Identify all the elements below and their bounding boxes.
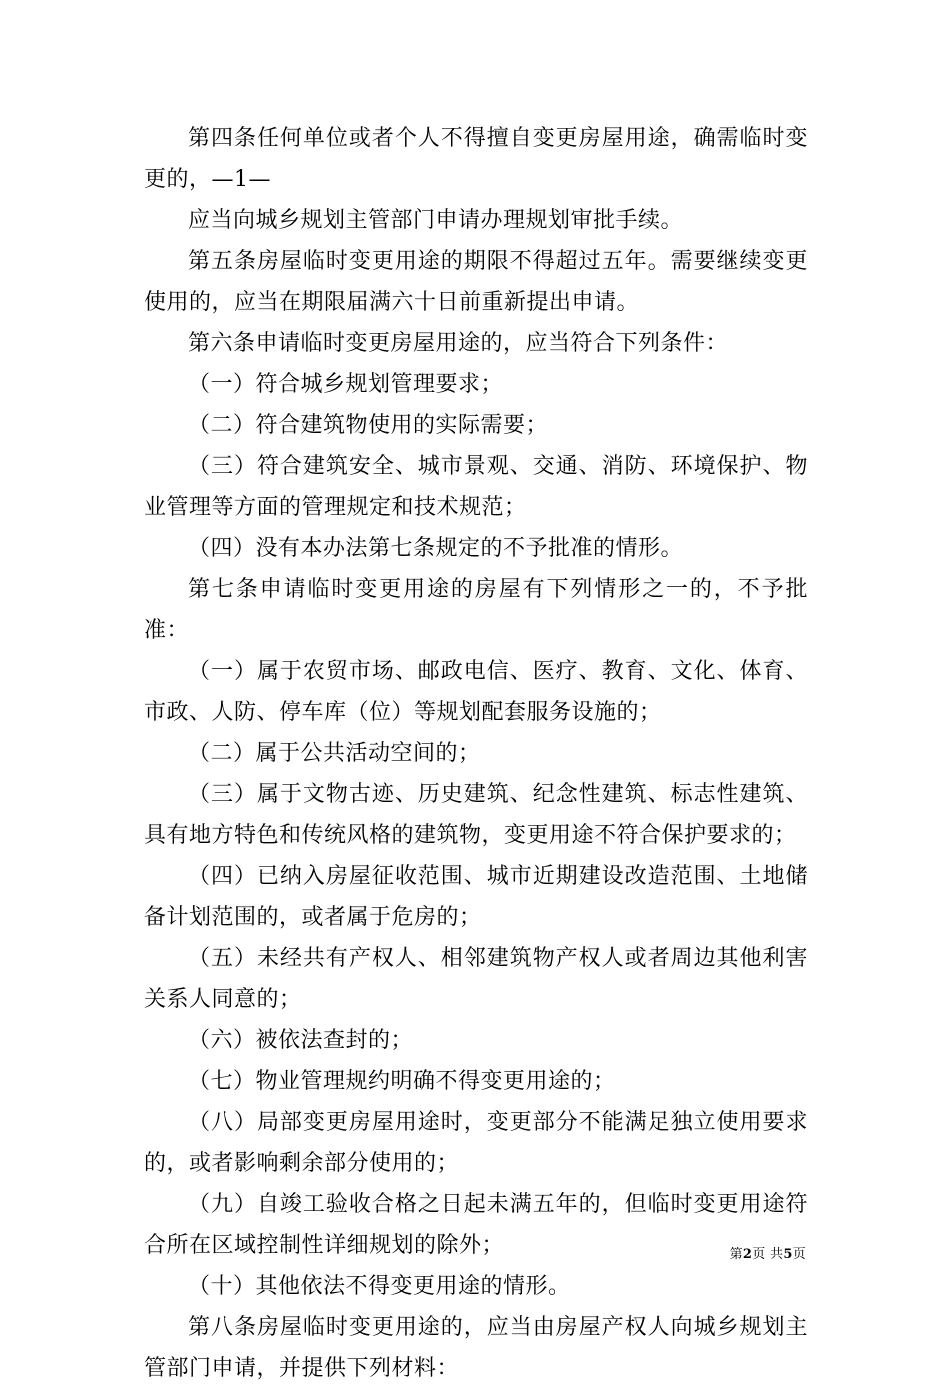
paragraph: （四）没有本办法第七条规定的不予批准的情形。: [188, 536, 684, 561]
paragraph: 第五条房屋临时变更用途的期限不得超过五年。需要继续变更使用的，应当在期限届满六十日前重新提出申请。: [144, 249, 808, 315]
footer-suffix: 页: [792, 1247, 806, 1262]
paragraph: （三）属于文物古迹、历史建筑、纪念性建筑、标志性建筑、具有地方特色和传统风格的建筑物，变更用途不符合保护要求的；: [144, 782, 808, 848]
paragraph: 第七条申请临时变更用途的房屋有下列情形之一的，不予批准：: [144, 577, 808, 643]
footer-prefix: 第: [729, 1247, 743, 1262]
paragraph: （六）被依法查封的；: [188, 1028, 414, 1053]
paragraph: （五）未经共有产权人、相邻建筑物产权人或者周边其他利害关系人同意的；: [144, 946, 808, 1012]
paragraph: （一）符合城乡规划管理要求；: [188, 372, 504, 397]
paragraph: （七）物业管理规约明确不得变更用途的；: [188, 1069, 616, 1094]
paragraph: 第四条任何单位或者个人不得擅自变更房屋用途，确需临时变更的，—1—: [144, 126, 808, 192]
footer-middle: 页 共: [752, 1247, 784, 1262]
paragraph: （一）属于农贸市场、邮政电信、医疗、教育、文化、体育、市政、人防、停车库（位）等规划配套服务设施的；: [144, 659, 808, 725]
paragraph: （二）符合建筑物使用的实际需要；: [188, 413, 549, 438]
paragraph: （三）符合建筑安全、城市景观、交通、消防、环境保护、物业管理等方面的管理规定和技术规范；: [144, 454, 808, 520]
total-pages-number: 5: [783, 1247, 793, 1262]
paragraph: （十）其他依法不得变更用途的情形。: [188, 1274, 571, 1299]
paragraph: （四）已纳入房屋征收范围、城市近期建设改造范围、土地储备计划范围的，或者属于危房的；: [144, 864, 808, 930]
page-number-footer: [730, 1247, 806, 1263]
paragraph: 应当向城乡规划主管部门申请办理规划审批手续。: [188, 208, 684, 233]
paragraph: （九）自竣工验收合格之日起未满五年的，但临时变更用途符合所在区域控制性详细规划的除外；: [144, 1192, 808, 1258]
document-body: [144, 118, 808, 1389]
paragraph: （八）局部变更房屋用途时，变更部分不能满足独立使用要求的，或者影响剩余部分使用的；: [144, 1110, 808, 1176]
paragraph: 第六条申请临时变更房屋用途的，应当符合下列条件：: [188, 331, 729, 356]
current-page-number: 2: [742, 1247, 753, 1262]
paragraph: 第八条房屋临时变更用途的，应当由房屋产权人向城乡规划主管部门申请，并提供下列材料：: [144, 1315, 808, 1381]
paragraph: （二）属于公共活动空间的；: [188, 741, 481, 766]
